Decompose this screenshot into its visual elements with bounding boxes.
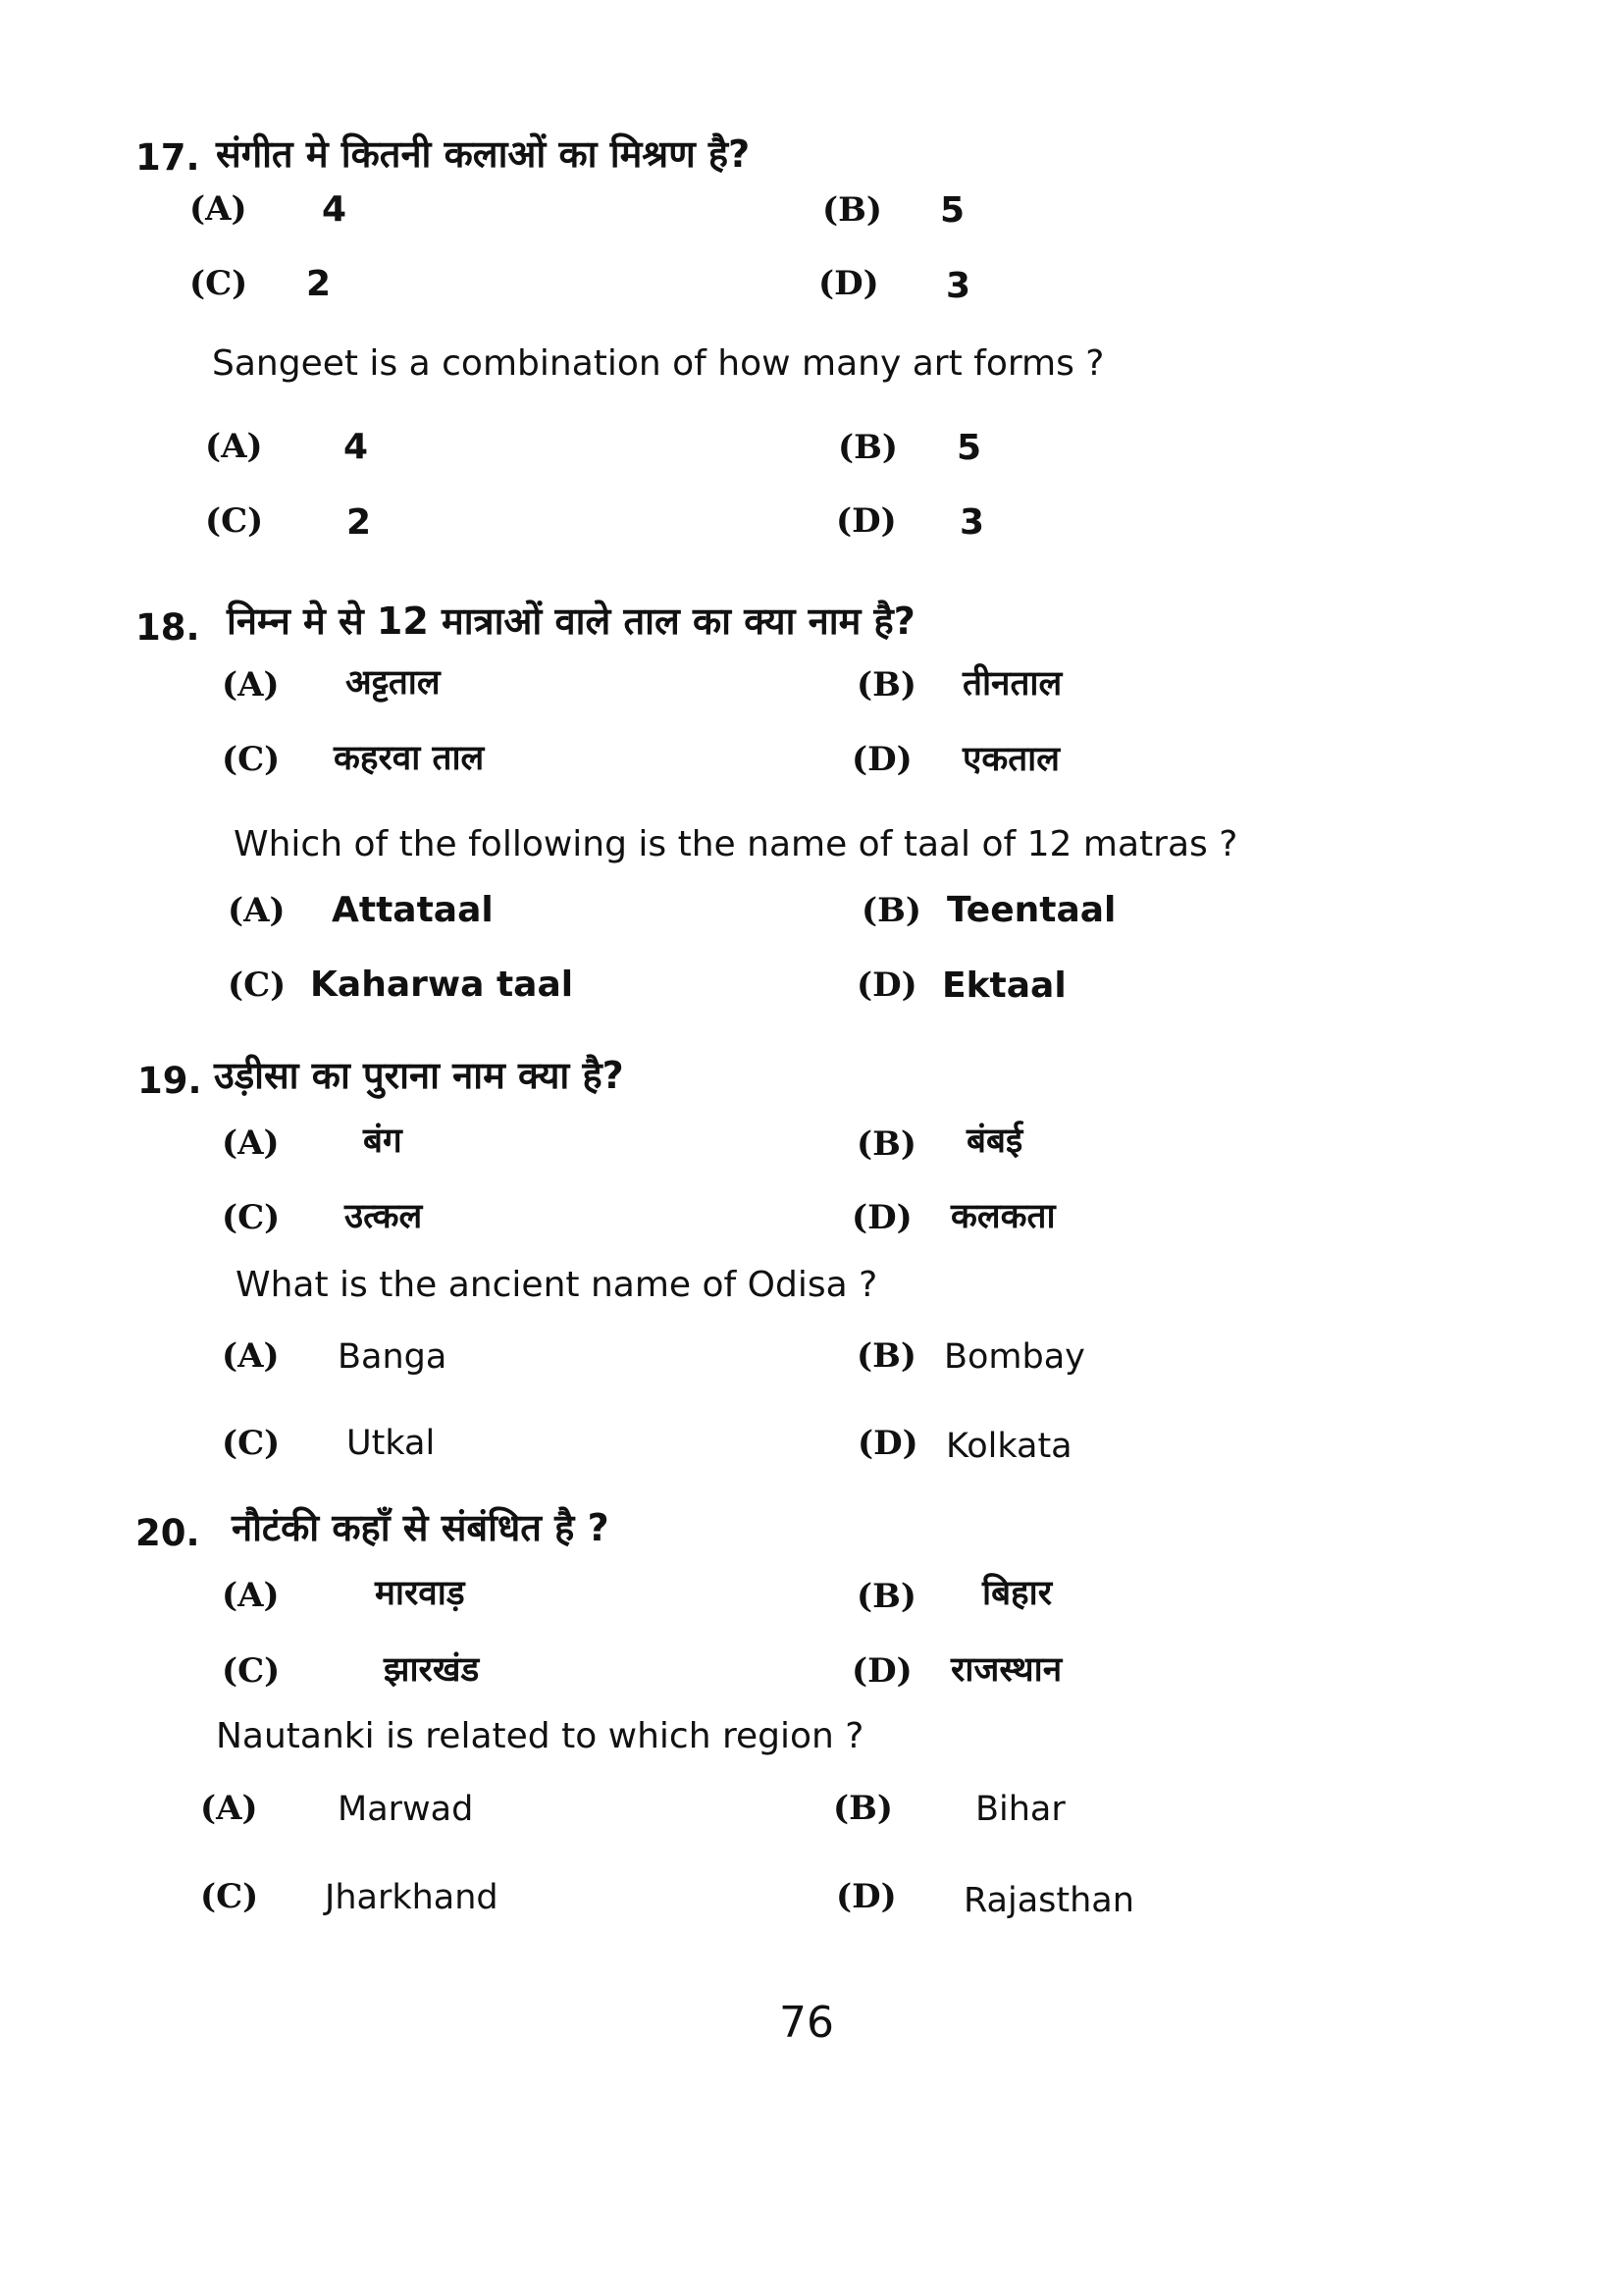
option-label: (D) bbox=[818, 264, 879, 303]
option-label: (D) bbox=[836, 1877, 897, 1916]
option-label: (D) bbox=[858, 1424, 918, 1463]
option-label: (A) bbox=[200, 1789, 258, 1828]
option-text: बिहार bbox=[982, 1574, 1053, 1613]
question-number: 17. bbox=[135, 136, 200, 179]
option-label: (D) bbox=[852, 1651, 913, 1691]
option-label: (D) bbox=[857, 965, 917, 1005]
option-label: (B) bbox=[857, 1336, 916, 1376]
option-label: (B) bbox=[857, 665, 916, 704]
option-label: (C) bbox=[189, 264, 248, 303]
option-label: (B) bbox=[862, 891, 921, 930]
question-number: 18. bbox=[135, 606, 200, 649]
option-label: (A) bbox=[222, 1336, 280, 1376]
option-label: (B) bbox=[838, 428, 898, 467]
option-text: Jharkhand bbox=[325, 1878, 498, 1917]
option-text: 5 bbox=[940, 190, 966, 231]
option-text: बंबई bbox=[967, 1122, 1023, 1161]
option-text: कलकता bbox=[951, 1197, 1056, 1236]
option-label: (A) bbox=[228, 891, 286, 930]
question-text-english: Sangeet is a combination of how many art forms ? bbox=[212, 343, 1105, 384]
option-text: Kaharwa taal bbox=[310, 965, 574, 1005]
option-text: 4 bbox=[343, 427, 369, 467]
option-label: (C) bbox=[222, 1424, 281, 1463]
option-label: (B) bbox=[833, 1789, 893, 1828]
option-label: (A) bbox=[205, 427, 263, 466]
option-label: (C) bbox=[222, 1198, 281, 1237]
option-text: मारवाड़ bbox=[375, 1574, 465, 1613]
option-text: Kolkata bbox=[946, 1427, 1073, 1466]
question-text-english: Nautanki is related to which region ? bbox=[216, 1716, 864, 1756]
option-label: (D) bbox=[836, 501, 897, 541]
question-text-hindi: निम्न मे से 12 मात्राओं वाले ताल का क्या नाम है? bbox=[227, 600, 916, 643]
option-label: (C) bbox=[205, 501, 264, 541]
question-number: 20. bbox=[135, 1512, 200, 1554]
option-label: (A) bbox=[189, 189, 247, 229]
option-label: (A) bbox=[222, 665, 280, 704]
option-text: राजस्थान bbox=[951, 1650, 1063, 1690]
option-label: (C) bbox=[222, 740, 281, 779]
option-label: (D) bbox=[852, 740, 913, 779]
question-number: 19. bbox=[137, 1060, 202, 1102]
option-text: 2 bbox=[306, 264, 332, 304]
option-text: Marwad bbox=[338, 1790, 474, 1829]
question-text-english: Which of the following is the name of taal of 12 matras ? bbox=[234, 824, 1238, 864]
option-text: कहरवा ताल bbox=[334, 739, 485, 778]
option-label: (B) bbox=[822, 190, 882, 230]
option-text: 5 bbox=[957, 428, 982, 468]
option-text: उत्कल bbox=[344, 1197, 423, 1236]
question-text-hindi: नौटंकी कहाँ से संबंधित है ? bbox=[232, 1506, 609, 1549]
option-label: (B) bbox=[857, 1124, 916, 1164]
option-label: (A) bbox=[222, 1123, 280, 1163]
option-text: 3 bbox=[960, 502, 985, 543]
option-text: Banga bbox=[338, 1337, 447, 1377]
option-text: बंग bbox=[363, 1122, 402, 1161]
option-label: (C) bbox=[222, 1651, 281, 1691]
option-text: Attataal bbox=[332, 890, 494, 930]
option-text: Bihar bbox=[975, 1790, 1066, 1829]
option-label: (A) bbox=[222, 1576, 280, 1615]
option-label: (C) bbox=[228, 965, 287, 1005]
option-text: Utkal bbox=[346, 1424, 436, 1463]
option-text: झारखंड bbox=[384, 1650, 480, 1690]
option-text: Rajasthan bbox=[964, 1881, 1134, 1920]
option-text: अट्टताल bbox=[345, 663, 441, 703]
option-text: तीनताल bbox=[963, 664, 1063, 704]
option-text: Ektaal bbox=[942, 965, 1067, 1006]
option-label: (C) bbox=[200, 1877, 259, 1916]
question-text-english: What is the ancient name of Odisa ? bbox=[235, 1265, 878, 1305]
option-text: 4 bbox=[322, 189, 347, 230]
option-label: (B) bbox=[857, 1577, 916, 1616]
option-text: Teentaal bbox=[947, 890, 1117, 930]
question-text-hindi: संगीत मे कितनी कलाओं का मिश्रण है? bbox=[216, 132, 751, 176]
option-text: Bombay bbox=[944, 1337, 1085, 1377]
option-text: 2 bbox=[346, 502, 372, 543]
question-text-hindi: उड़ीसा का पुराना नाम क्या है? bbox=[214, 1054, 624, 1097]
page-number: 76 bbox=[779, 1998, 834, 2048]
option-text: एकताल bbox=[963, 740, 1060, 779]
option-label: (D) bbox=[852, 1198, 913, 1237]
option-text: 3 bbox=[946, 266, 971, 306]
